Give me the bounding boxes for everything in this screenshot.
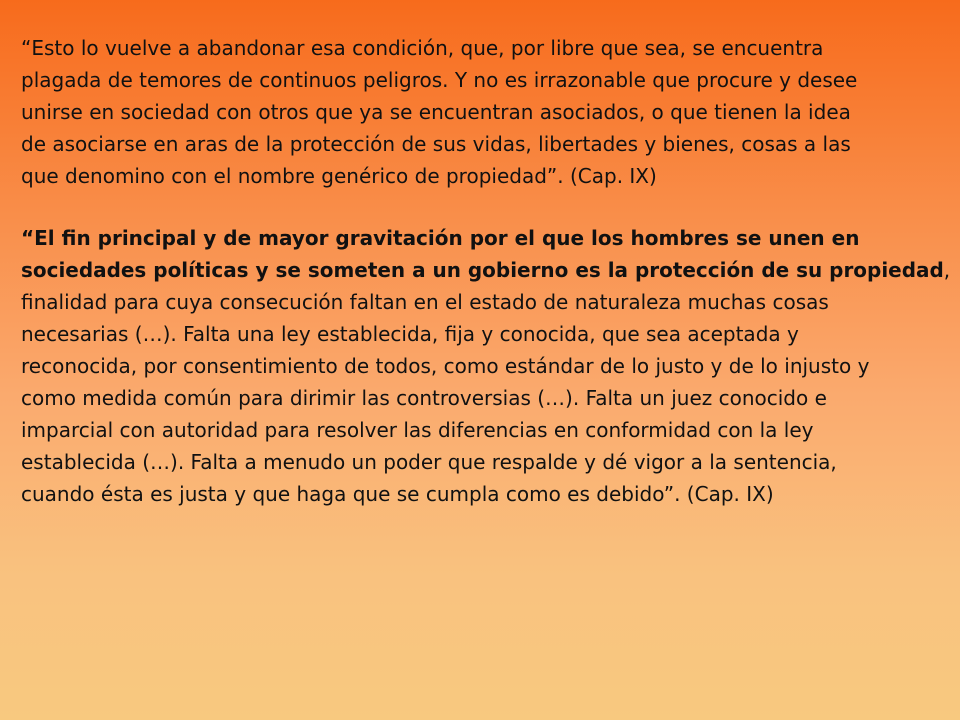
quote-line: reconocida, por consentimiento de todos, como estándar de lo justo y de lo injusto y (21, 354, 870, 378)
quote-bold-text: sociedades políticas y se someten a un gobierno es la protección de su propiedad (21, 258, 944, 282)
quote-line: plagada de temores de continuos peligros. Y no es irrazonable que procure y desee (21, 68, 858, 92)
quote-line: “Esto lo vuelve a abandonar esa condición, que, por libre que sea, se encuentra (21, 36, 824, 60)
quote-text: , (943, 258, 951, 282)
quote-line: cuando ésta es justa y que haga que se cumpla como es debido”. (Cap. IX) (21, 482, 774, 506)
quote-line-mixed (21, 254, 951, 286)
quote-line: que denomino con el nombre genérico de propiedad”. (Cap. IX) (21, 164, 657, 188)
quote-line: unirse en sociedad con otros que ya se encuentran asociados, o que tienen la idea (21, 100, 851, 124)
quote-paragraph-1 (21, 32, 951, 192)
quote-line: necesarias (…). Falta una ley establecida, fija y conocida, que sea aceptada y (21, 322, 799, 346)
quote-line: imparcial con autoridad para resolver las diferencias en conformidad con la ley (21, 418, 814, 442)
quote-bold-line: “El fin principal y de mayor gravitación por el que los hombres se unen en (21, 226, 860, 250)
quote-line: de asociarse en aras de la protección de sus vidas, libertades y bienes, cosas a las (21, 132, 851, 156)
quote-paragraph-2 (21, 222, 951, 510)
quote-line: establecida (…). Falta a menudo un poder que respalde y dé vigor a la sentencia, (21, 450, 837, 474)
quote-line: como medida común para dirimir las controversias (…). Falta un juez conocido e (21, 386, 827, 410)
quote-line: finalidad para cuya consecución faltan en el estado de naturaleza muchas cosas (21, 290, 829, 314)
